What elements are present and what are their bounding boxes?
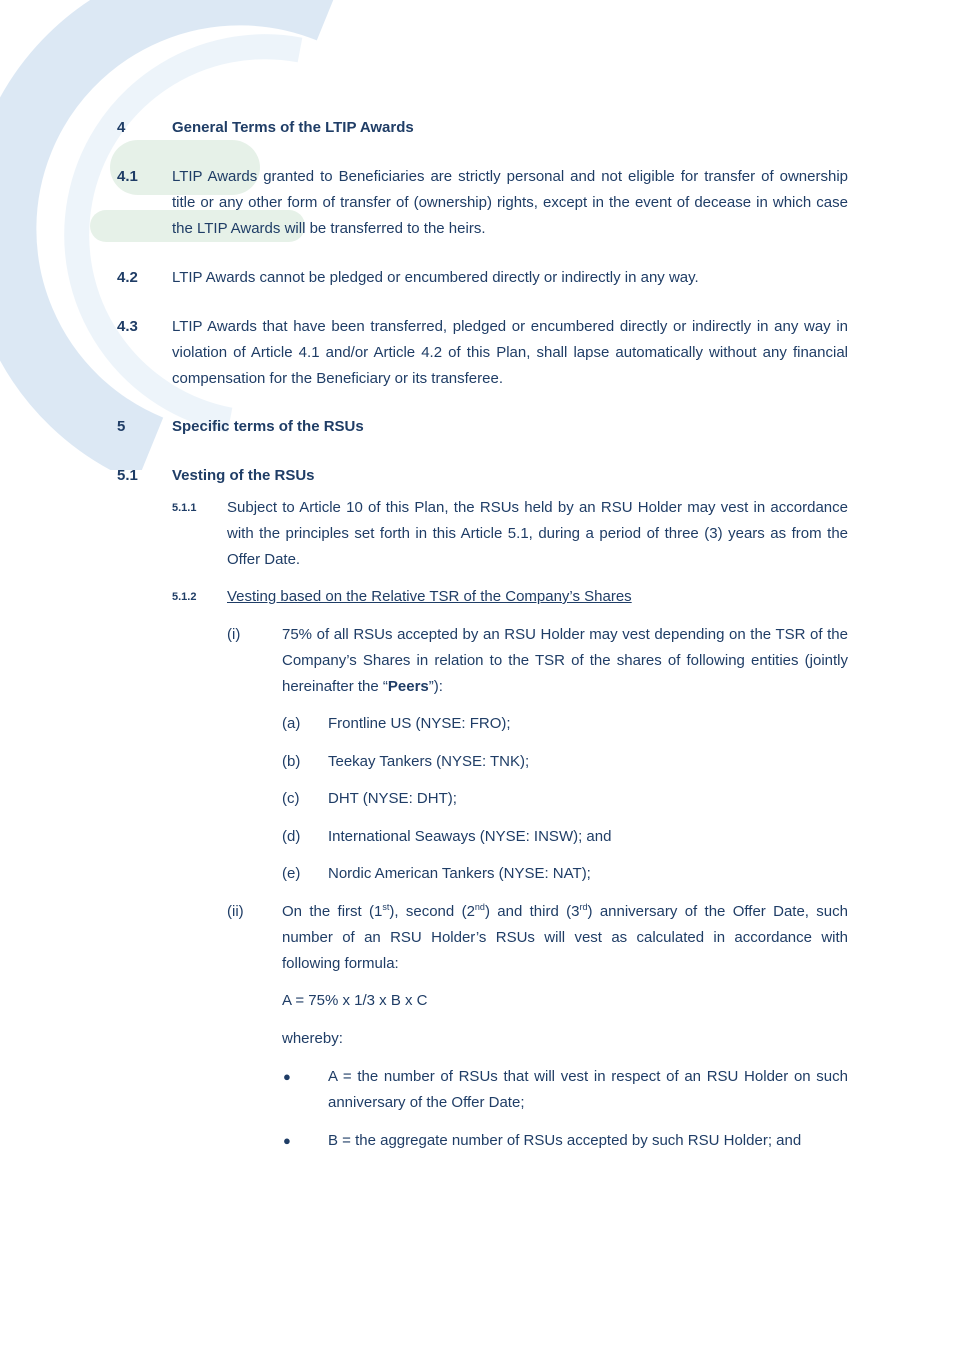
bullet-text: A = the number of RSUs that will vest in respect of an RSU Holder on such anniversary of the Offer Date;	[328, 1068, 848, 1111]
clause-number: 4.3	[117, 318, 138, 335]
item-text: On the first (1st), second (2nd) and third (3rd) anniversary of the Offer Date, such number of an RSU Holder’s RSUs will vest as calculated in accordance with following formula:	[282, 902, 848, 972]
item-label: (ii)	[227, 903, 244, 920]
subsection-number: 5.1	[117, 467, 138, 484]
peer-item: Nordic American Tankers (NYSE: NAT);	[328, 865, 591, 882]
peer-label: (d)	[282, 828, 301, 845]
item-label: (i)	[227, 626, 241, 643]
peer-label: (b)	[282, 753, 301, 770]
section-number: 4	[117, 119, 126, 136]
subsection-title: Vesting of the RSUs	[172, 467, 315, 484]
peer-item: DHT (NYSE: DHT);	[328, 790, 457, 807]
defined-term: Peers	[387, 678, 429, 695]
clause-text: LTIP Awards cannot be pledged or encumbered directly or indirectly in any way.	[172, 269, 699, 286]
clause-heading: Vesting based on the Relative TSR of the Company’s Shares	[227, 588, 632, 605]
bullet-text: B = the aggregate number of RSUs accepted by such RSU Holder; and	[328, 1132, 802, 1149]
peer-label: (e)	[282, 865, 301, 882]
peer-label: (c)	[282, 790, 300, 807]
item-text: 75% of all RSUs accepted by an RSU Holder may vest depending on the TSR of the Company’s Shares in relation to the TSR of the shares of following entities (jointly hereinafter the “Peers”):	[282, 626, 848, 695]
peer-item: Teekay Tankers (NYSE: TNK);	[328, 753, 530, 770]
bullet-icon: ●	[283, 1133, 291, 1148]
clause-text: Subject to Article 10 of this Plan, the RSUs held by an RSU Holder may vest in accordance with the principles set forth in this Article 5.1, during a period of three (3) years as from the Offer Date.	[227, 499, 848, 568]
section-title: Specific terms of the RSUs	[172, 418, 364, 435]
peer-item: Frontline US (NYSE: FRO);	[328, 715, 511, 732]
clause-number: 4.1	[117, 168, 138, 185]
whereby-label: whereby:	[282, 1030, 343, 1047]
section-title: General Terms of the LTIP Awards	[172, 119, 414, 136]
clause-number: 4.2	[117, 269, 138, 286]
formula: A = 75% x 1/3 x B x C	[282, 992, 428, 1009]
clause-text: LTIP Awards that have been transferred, pledged or encumbered directly or indirectly in any way in violation of Article 4.1 and/or Article 4.2 of this Plan, shall lapse automatically without any financial compensation for the Beneficiary or its transferee.	[172, 318, 848, 387]
clause-number: 5.1.1	[172, 502, 197, 514]
peer-label: (a)	[282, 715, 301, 732]
section-number: 5	[117, 418, 126, 435]
clause-number: 5.1.2	[172, 591, 197, 603]
peer-item: International Seaways (NYSE: INSW); and	[328, 828, 612, 845]
clause-text: LTIP Awards granted to Beneficiaries are strictly personal and not eligible for transfer of ownership title or any other form of transfer of (ownership) rights, except in the event of decease in which case the LTIP Awards will be transferred to the heirs.	[172, 168, 848, 237]
bullet-icon: ●	[283, 1069, 291, 1084]
